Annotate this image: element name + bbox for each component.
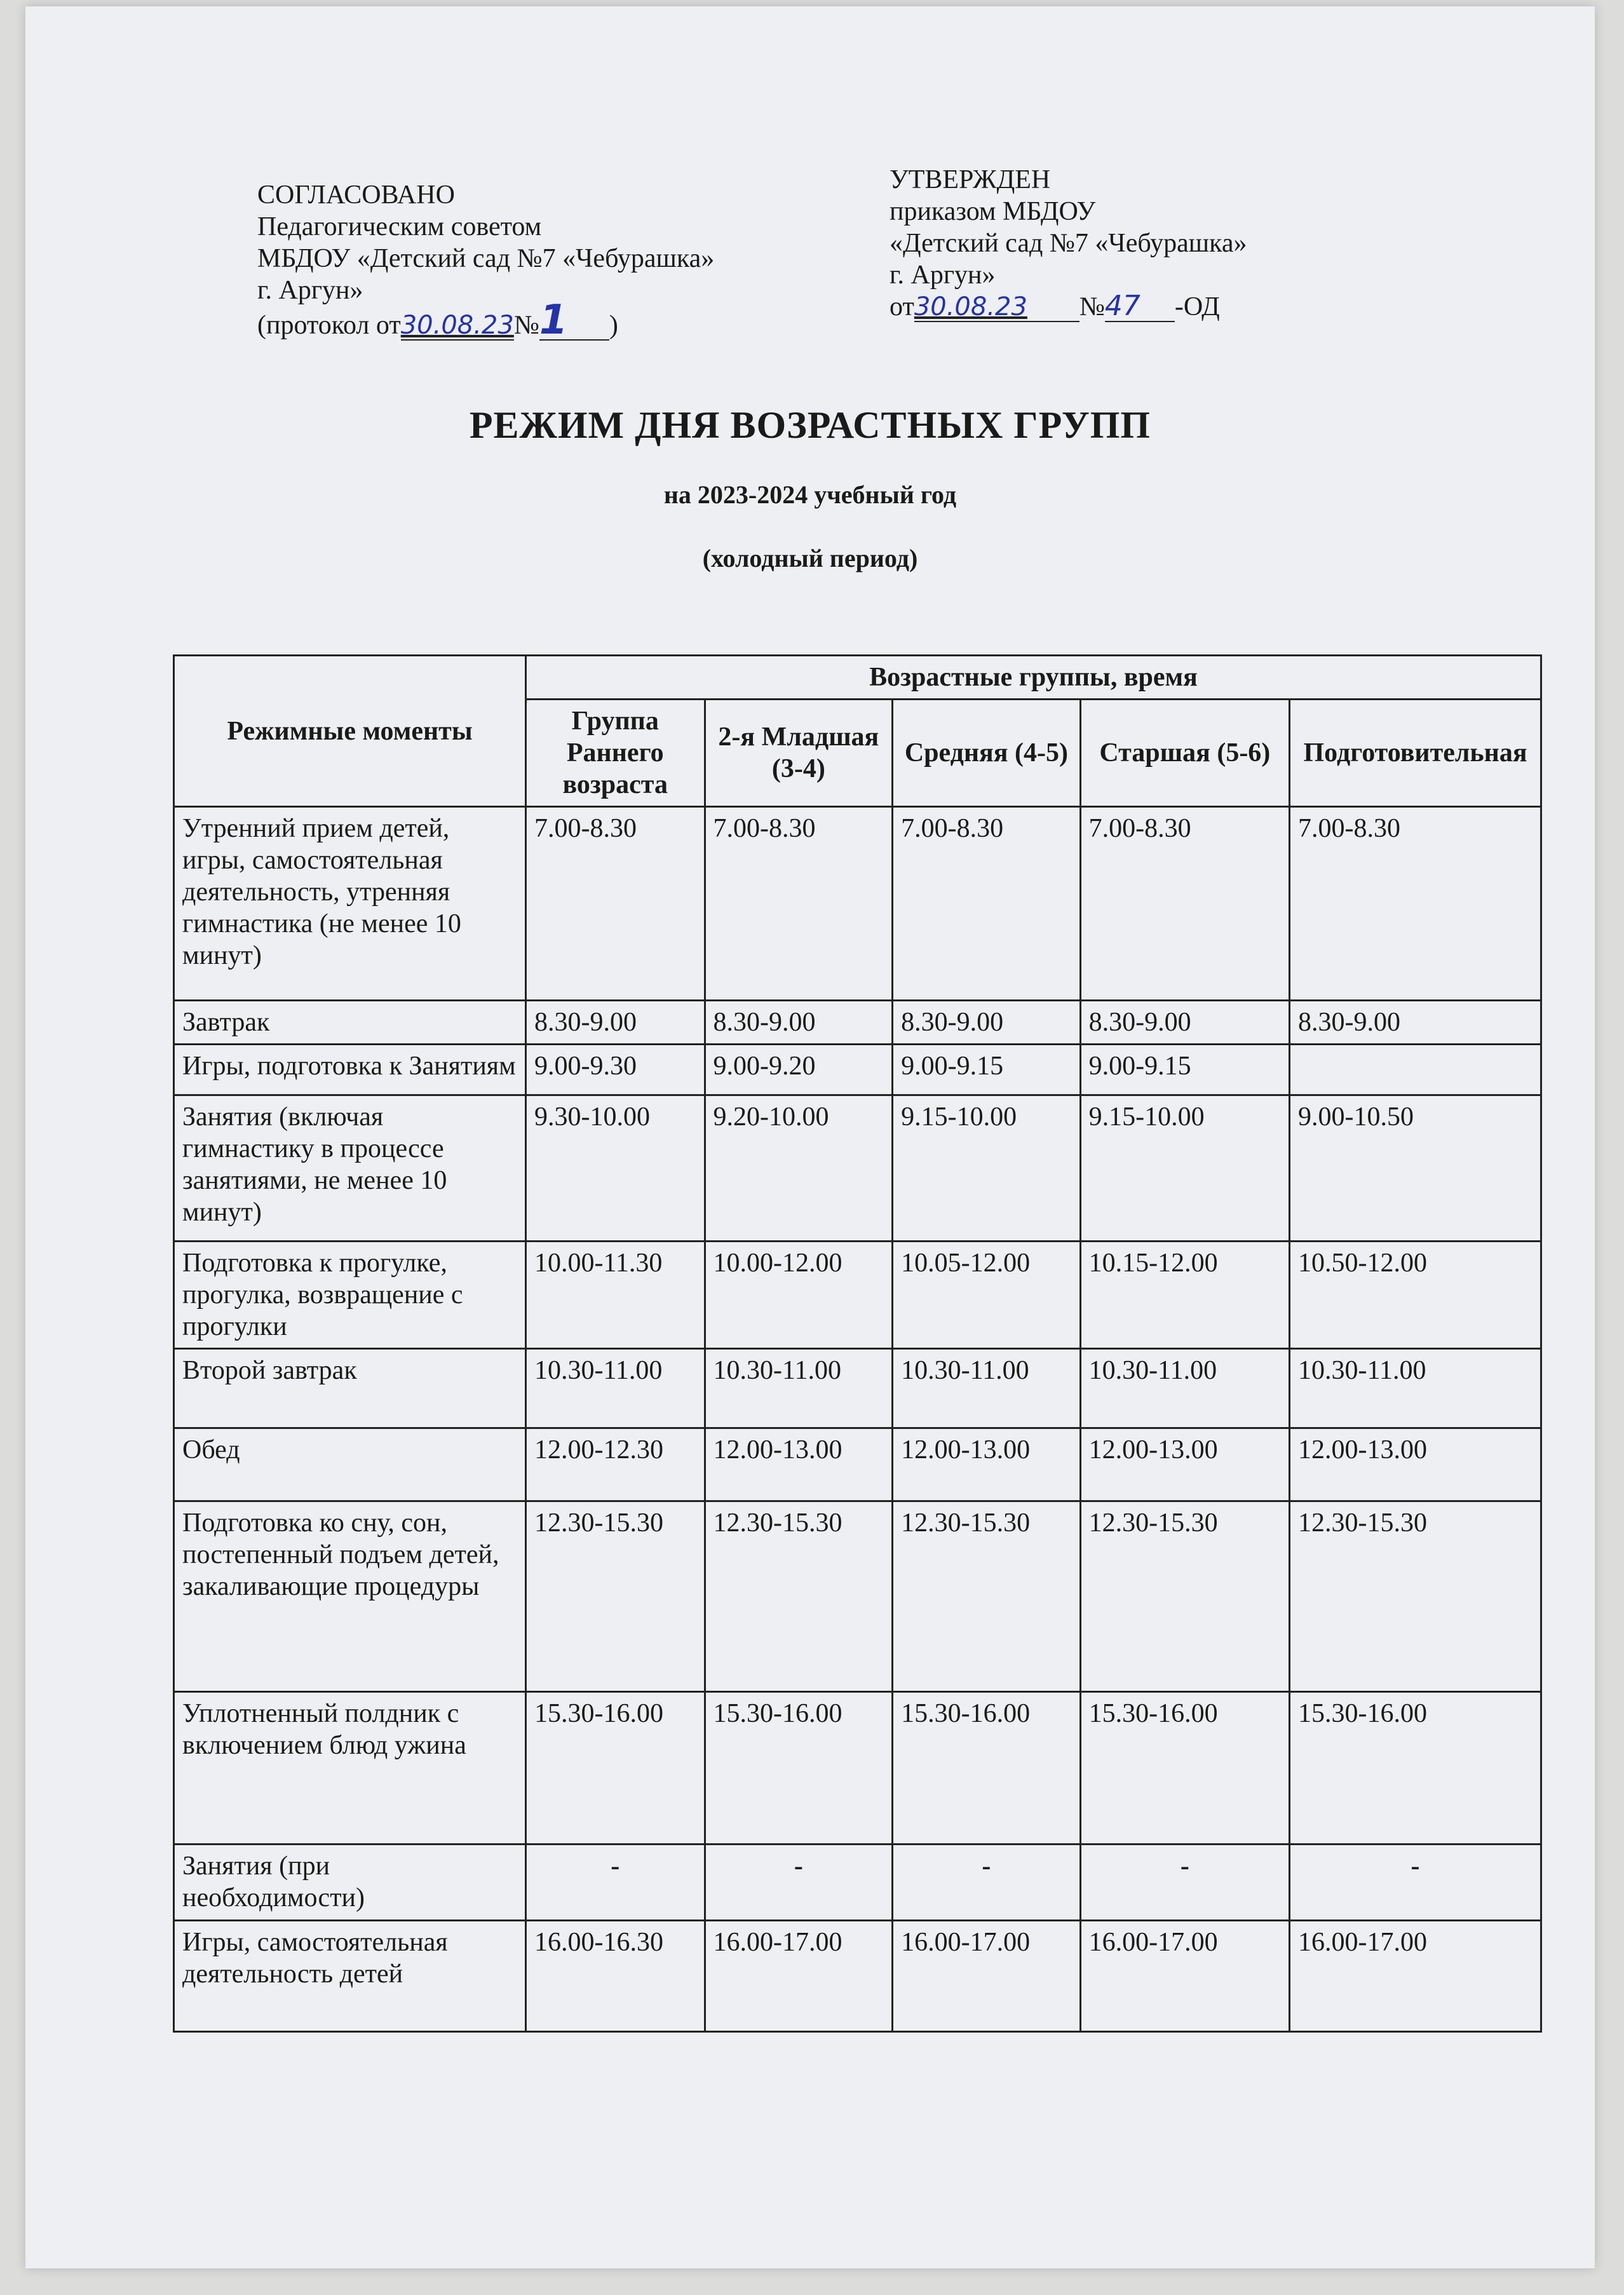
time-cell: - xyxy=(525,1845,705,1921)
approval-line: МБДОУ «Детский сад №7 «Чебурашка» xyxy=(257,244,715,273)
time-cell: 16.00-17.00 xyxy=(705,1921,893,2032)
time-cell: 12.30-15.30 xyxy=(1290,1501,1541,1692)
document-title: РЕЖИМ ДНЯ ВОЗРАСТНЫХ ГРУПП xyxy=(469,404,1151,446)
time-cell: 10.00-11.30 xyxy=(525,1242,705,1349)
time-cell: 12.00-12.30 xyxy=(525,1428,705,1501)
table-row xyxy=(174,1045,1541,1095)
time-cell: - xyxy=(893,1845,1081,1921)
order-line xyxy=(890,291,1247,323)
time-cell: 16.00-16.30 xyxy=(525,1921,705,2032)
time-cell: - xyxy=(1290,1845,1541,1921)
time-cell: 9.00-9.15 xyxy=(1080,1045,1289,1095)
regime-moment-cell: Завтрак xyxy=(174,1001,526,1045)
time-cell: 12.30-15.30 xyxy=(705,1501,893,1692)
time-cell: 9.15-10.00 xyxy=(893,1095,1081,1242)
time-cell: 10.50-12.00 xyxy=(1290,1242,1541,1349)
approval-heading: УТВЕРЖДЕН xyxy=(890,165,1051,194)
time-cell: 15.30-16.00 xyxy=(893,1692,1081,1845)
handwritten-date: 30.08.23 xyxy=(914,292,1027,322)
regime-moment-cell: Второй завтрак xyxy=(174,1349,526,1428)
time-cell: 12.30-15.30 xyxy=(525,1501,705,1692)
approval-line: приказом МБДОУ xyxy=(890,197,1096,226)
time-cell: 9.00-10.50 xyxy=(1290,1095,1541,1242)
table-row xyxy=(174,1001,1541,1045)
group-header: 2-я Младшая (3-4) xyxy=(705,700,893,807)
regime-moment-cell: Занятия (при необходимости) xyxy=(174,1845,526,1921)
regime-moment-cell: Утренний прием детей, игры, самостоятельная деятельность, утренняя гимнастика (не менее 10 минут) xyxy=(174,807,526,1001)
time-cell: 9.20-10.00 xyxy=(705,1095,893,1242)
approval-heading: СОГЛАСОВАНО xyxy=(257,180,455,210)
group-header: Подготовительная xyxy=(1290,700,1541,807)
approval-line: г. Аргун» xyxy=(257,276,363,305)
time-cell: 15.30-16.00 xyxy=(525,1692,705,1845)
group-header: Средняя (4-5) xyxy=(893,700,1081,807)
time-cell: 16.00-17.00 xyxy=(1080,1921,1289,2032)
time-cell: 12.00-13.00 xyxy=(705,1428,893,1501)
order-prefix: от xyxy=(890,292,914,322)
time-cell: 8.30-9.00 xyxy=(525,1001,705,1045)
table-row xyxy=(174,1692,1541,1845)
protocol-suffix: ) xyxy=(609,311,618,340)
time-cell: 7.00-8.30 xyxy=(1080,807,1289,1001)
time-cell: 9.00-9.20 xyxy=(705,1045,893,1095)
time-cell: - xyxy=(705,1845,893,1921)
table-row xyxy=(174,1095,1541,1242)
regime-moment-cell: Обед xyxy=(174,1428,526,1501)
document-period: (холодный период) xyxy=(702,544,918,572)
time-cell: 9.00-9.30 xyxy=(525,1045,705,1095)
approval-line: «Детский сад №7 «Чебурашка» xyxy=(890,229,1247,258)
number-label: № xyxy=(1079,292,1105,322)
time-cell: 7.00-8.30 xyxy=(705,807,893,1001)
table-row xyxy=(174,1428,1541,1501)
time-cell: 8.30-9.00 xyxy=(705,1001,893,1045)
time-cell: 10.30-11.00 xyxy=(705,1349,893,1428)
regime-moment-cell: Подготовка ко сну, сон, постепенный подъем детей, закаливающие процедуры xyxy=(174,1501,526,1692)
time-cell: 7.00-8.30 xyxy=(525,807,705,1001)
document-subtitle: на 2023-2024 учебный год xyxy=(663,480,957,509)
number-label: № xyxy=(513,311,539,340)
time-cell: 8.30-9.00 xyxy=(1290,1001,1541,1045)
handwritten-date: 30.08.23 xyxy=(400,311,514,340)
table-row xyxy=(174,807,1541,1001)
time-cell: 12.00-13.00 xyxy=(1080,1428,1289,1501)
group-header: Старшая (5-6) xyxy=(1080,700,1289,807)
table-row xyxy=(174,1349,1541,1428)
time-cell: 10.30-11.00 xyxy=(1080,1349,1289,1428)
time-cell: 16.00-17.00 xyxy=(893,1921,1081,2032)
approval-block-council xyxy=(257,179,715,344)
group-header: Группа Раннего возраста xyxy=(525,700,705,807)
table-row xyxy=(174,1921,1541,2032)
table-row xyxy=(174,1242,1541,1349)
time-cell: 8.30-9.00 xyxy=(1080,1001,1289,1045)
order-suffix: -ОД xyxy=(1174,292,1220,322)
header-moments: Режимные моменты xyxy=(174,656,526,807)
handwritten-number: 47 xyxy=(1104,290,1140,322)
time-cell: 9.15-10.00 xyxy=(1080,1095,1289,1242)
time-cell: - xyxy=(1080,1845,1289,1921)
time-cell: 12.30-15.30 xyxy=(1080,1501,1289,1692)
header-groups: Возрастные группы, время xyxy=(525,656,1541,700)
table-row xyxy=(174,1845,1541,1921)
time-cell: 7.00-8.30 xyxy=(1290,807,1541,1001)
protocol-line xyxy=(257,297,714,344)
time-cell: 12.30-15.30 xyxy=(893,1501,1081,1692)
regime-moment-cell: Игры, подготовка к Занятиям xyxy=(174,1045,526,1095)
time-cell: 10.30-11.00 xyxy=(893,1349,1081,1428)
time-cell: 9.00-9.15 xyxy=(893,1045,1081,1095)
time-cell: 7.00-8.30 xyxy=(893,807,1081,1001)
time-cell: 12.00-13.00 xyxy=(1290,1428,1541,1501)
document-page xyxy=(25,6,1595,2268)
regime-moment-cell: Уплотненный полдник с включением блюд ужина xyxy=(174,1692,526,1845)
regime-moment-cell: Подготовка к прогулке, прогулка, возвращение с прогулки xyxy=(174,1242,526,1349)
time-cell: 12.00-13.00 xyxy=(893,1428,1081,1501)
approval-block-order xyxy=(890,164,1247,323)
time-cell: 15.30-16.00 xyxy=(1290,1692,1541,1845)
time-cell: 10.15-12.00 xyxy=(1080,1242,1289,1349)
time-cell xyxy=(1290,1045,1541,1095)
approval-line: г. Аргун» xyxy=(890,261,996,290)
time-cell: 10.05-12.00 xyxy=(893,1242,1081,1349)
handwritten-number: 1 xyxy=(539,297,568,344)
time-cell: 9.30-10.00 xyxy=(525,1095,705,1242)
time-cell: 10.30-11.00 xyxy=(1290,1349,1541,1428)
time-cell: 16.00-17.00 xyxy=(1290,1921,1541,2032)
protocol-prefix: (протокол от xyxy=(257,311,401,340)
time-cell: 15.30-16.00 xyxy=(705,1692,893,1845)
regime-moment-cell: Игры, самостоятельная деятельность детей xyxy=(174,1921,526,2032)
approval-line: Педагогическим советом xyxy=(257,212,542,241)
schedule-table xyxy=(173,654,1542,2033)
table-row xyxy=(174,1501,1541,1692)
regime-moment-cell: Занятия (включая гимнастику в процессе занятиями, не менее 10 минут) xyxy=(174,1095,526,1242)
time-cell: 10.00-12.00 xyxy=(705,1242,893,1349)
time-cell: 15.30-16.00 xyxy=(1080,1692,1289,1845)
time-cell: 10.30-11.00 xyxy=(525,1349,705,1428)
time-cell: 8.30-9.00 xyxy=(893,1001,1081,1045)
